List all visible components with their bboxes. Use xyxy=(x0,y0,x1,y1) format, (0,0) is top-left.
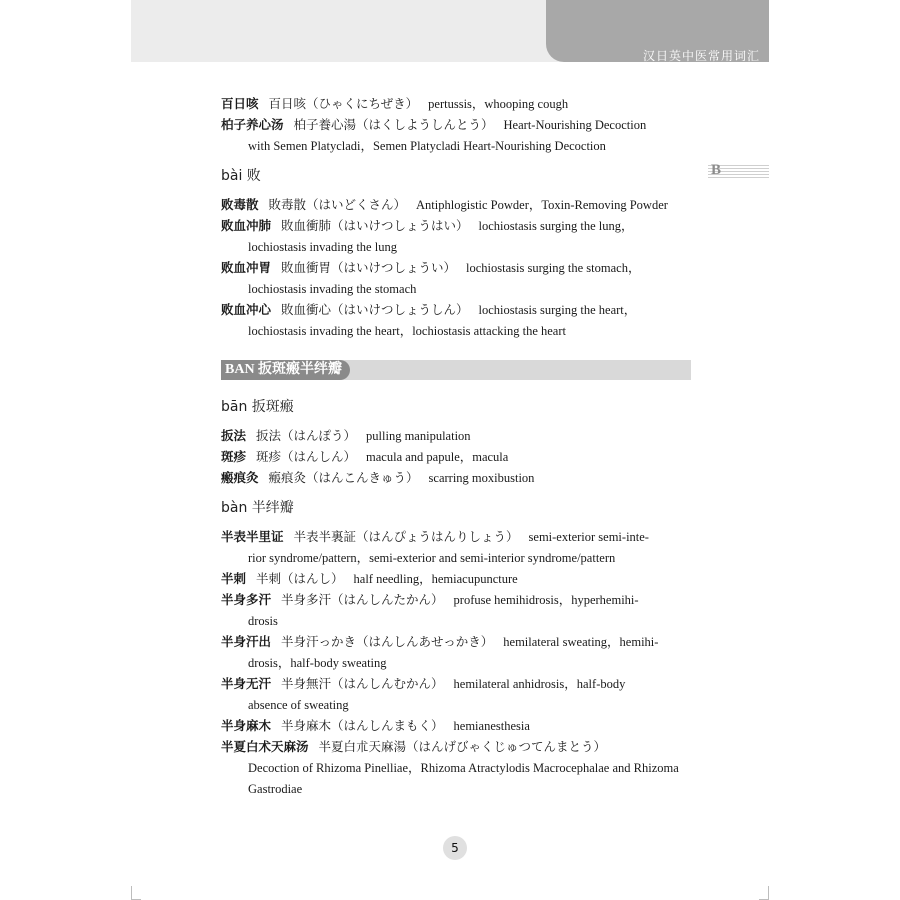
entry-continuation: Decoction of Rhizoma Pinelliae，Rhizoma Atractylodis Macrocephalae and Rhizoma Gastrodiae xyxy=(248,761,679,796)
dictionary-entry xyxy=(221,632,691,674)
entry-japanese: 敗血衝肺（はいけつしょうはい） xyxy=(281,219,469,233)
entry-headword: 斑疹 xyxy=(221,450,247,464)
entry-continuation: drosis xyxy=(248,614,278,628)
entry-english: hemianesthesia xyxy=(453,719,530,733)
entry-headword: 半表半里证 xyxy=(221,530,284,544)
entry-japanese: 半身麻木（はんしんまもく） xyxy=(281,719,444,733)
entry-english: Antiphlogistic Powder，Toxin-Removing Powder xyxy=(416,198,668,212)
letter-index-label: B xyxy=(711,162,722,178)
entry-continuation: absence of sweating xyxy=(248,698,349,712)
entry-english: half needling，hemiacupuncture xyxy=(353,572,518,586)
dictionary-entry xyxy=(221,115,691,157)
entry-japanese: 敗血衝胃（はいけつしょうい） xyxy=(281,261,457,275)
dictionary-entry xyxy=(221,216,691,258)
entry-english: lochiostasis surging the lung， xyxy=(478,219,634,233)
entry-japanese: 敗血衝心（はいけつしょうしん） xyxy=(281,303,469,317)
dictionary-entry xyxy=(221,300,691,342)
entry-headword: 半身汗出 xyxy=(221,635,272,649)
entry-english: semi-exterior semi-inte- xyxy=(528,530,649,544)
entry-headword: 败血冲胃 xyxy=(221,261,272,275)
dictionary-entry xyxy=(221,569,691,590)
entry-headword: 半夏白术天麻汤 xyxy=(221,740,309,754)
crop-mark xyxy=(131,886,132,900)
crop-mark xyxy=(768,886,769,900)
dictionary-entry xyxy=(221,447,691,468)
entry-english: lochiostasis surging the heart， xyxy=(478,303,637,317)
entry-headword: 半刺 xyxy=(221,572,247,586)
dictionary-entry xyxy=(221,716,691,737)
page-number: 5 xyxy=(443,836,467,860)
entry-continuation: lochiostasis invading the stomach xyxy=(248,282,417,296)
entry-continuation: lochiostasis invading the heart，lochiostasis attacking the heart xyxy=(248,324,566,338)
entry-headword: 柏子养心汤 xyxy=(221,118,284,132)
entry-japanese: 半身無汗（はんしんむかん） xyxy=(281,677,444,691)
entry-english: lochiostasis surging the stomach， xyxy=(466,261,641,275)
dictionary-entry xyxy=(221,195,691,216)
dictionary-content xyxy=(221,94,691,800)
entry-japanese: 柏子養心湯（はくしようしんとう） xyxy=(293,118,494,132)
group-heading-bar xyxy=(221,360,691,380)
entry-japanese: 瘢痕灸（はんこんきゅう） xyxy=(268,471,419,485)
entry-japanese: 半身汗っかき（はんしんあせっかき） xyxy=(281,635,494,649)
entry-continuation: with Semen Platycladi，Semen Platycladi Heart-Nourishing Decoction xyxy=(248,139,606,153)
dictionary-entry xyxy=(221,590,691,632)
entry-japanese: 半身多汗（はんしんたかん） xyxy=(281,593,444,607)
entry-japanese: 斑疹（はんしん） xyxy=(256,450,357,464)
entry-english: profuse hemihidrosis，hyperhemihi- xyxy=(453,593,639,607)
dictionary-entry xyxy=(221,737,691,800)
entry-japanese: 半夏白朮天麻湯（はんげびゃくじゅつてんまとう） xyxy=(318,740,607,754)
pinyin-subheading: bàn 半绊瓣 xyxy=(221,500,294,516)
header-title: 汉日英中医常用词汇 xyxy=(642,49,760,63)
entry-english: hemilateral sweating，hemihi- xyxy=(503,635,659,649)
entry-continuation: rior syndrome/pattern，semi-exterior and semi-interior syndrome/pattern xyxy=(248,551,616,565)
entry-headword: 半身无汗 xyxy=(221,677,272,691)
entry-japanese: 敗毒散（はいどくさん） xyxy=(268,198,407,212)
entry-japanese: 半表半裏証（はんぴょうはんりしょう） xyxy=(293,530,519,544)
entry-japanese: 扳法（はんぽう） xyxy=(256,429,357,443)
entry-continuation: drosis，half-body sweating xyxy=(248,656,387,670)
dictionary-entry xyxy=(221,527,691,569)
entry-english: pulling manipulation xyxy=(366,429,471,443)
pinyin-subheading: bān 扳斑瘢 xyxy=(221,399,294,415)
entry-japanese: 百日咳（ひゃくにちぜき） xyxy=(268,97,419,111)
entry-english: Heart-Nourishing Decoction xyxy=(503,118,647,132)
entry-headword: 半身麻木 xyxy=(221,719,272,733)
pinyin-subheading: bài 败 xyxy=(221,168,261,184)
entry-headword: 败血冲心 xyxy=(221,303,272,317)
entry-english: pertussis，whooping cough xyxy=(428,97,569,111)
dictionary-entry xyxy=(221,94,691,115)
entry-english: hemilateral anhidrosis，half-body xyxy=(453,677,626,691)
entry-headword: 败毒散 xyxy=(221,198,259,212)
entry-japanese: 半刺（はんし） xyxy=(256,572,344,586)
entry-headword: 败血冲肺 xyxy=(221,219,272,233)
dictionary-entry xyxy=(221,674,691,716)
entry-headword: 半身多汗 xyxy=(221,593,272,607)
group-heading-label: BAN 扳斑瘢半绊瓣 xyxy=(221,360,350,380)
dictionary-entry xyxy=(221,258,691,300)
entry-headword: 瘢痕灸 xyxy=(221,471,259,485)
dictionary-entry xyxy=(221,468,691,489)
entry-headword: 扳法 xyxy=(221,429,247,443)
entry-english: macula and papule，macula xyxy=(366,450,509,464)
entry-headword: 百日咳 xyxy=(221,97,259,111)
dictionary-entry xyxy=(221,426,691,447)
entry-continuation: lochiostasis invading the lung xyxy=(248,240,397,254)
entry-english: scarring moxibustion xyxy=(428,471,535,485)
